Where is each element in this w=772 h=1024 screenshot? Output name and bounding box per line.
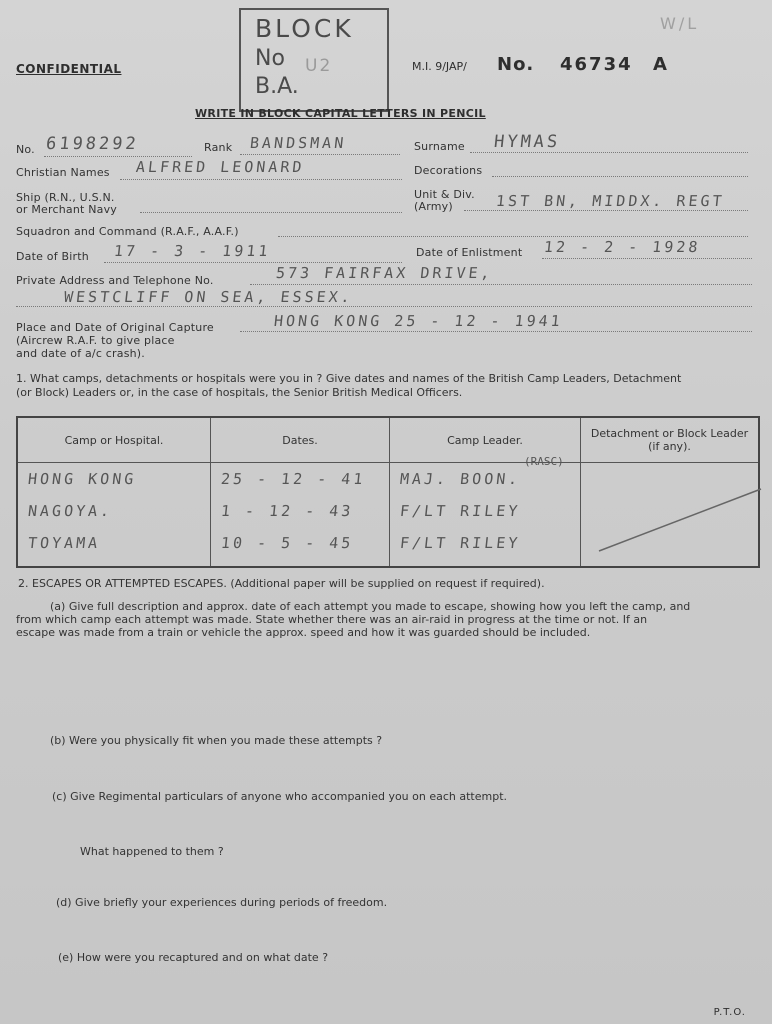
strike-line bbox=[581, 463, 772, 567]
squadron-label: Squadron and Command (R.A.F., A.A.F.) bbox=[16, 225, 239, 238]
header-camp: Camp or Hospital. bbox=[17, 417, 211, 463]
camps-table-body bbox=[17, 463, 759, 568]
question-2d: (d) Give briefly your experiences during periods of freedom. bbox=[56, 896, 388, 909]
table-cell-camp: NAGOYA. bbox=[27, 502, 114, 520]
service-number-value: 6198292 bbox=[44, 134, 140, 154]
christian-names-value: ALFRED LEONARD bbox=[135, 158, 306, 176]
detachment-column bbox=[581, 463, 760, 568]
table-cell-date: 1 - 12 - 43 bbox=[220, 502, 355, 520]
table-cell-date: 10 - 5 - 45 bbox=[220, 534, 355, 552]
camps-table-header-row bbox=[17, 417, 759, 463]
header-camp-leader: Camp Leader. bbox=[390, 417, 581, 463]
table-cell-leader: F/LT RILEY bbox=[399, 502, 522, 520]
date-of-birth-label: Date of Birth bbox=[16, 250, 89, 263]
unit-label-line1: Unit & Div. bbox=[414, 188, 475, 201]
header-dates: Dates. bbox=[211, 417, 390, 463]
question-2a-line1: (a) Give full description and approx. date of each attempt you made to escape, showing how you left the camp, and bbox=[50, 600, 691, 613]
decorations-label: Decorations bbox=[414, 164, 483, 177]
camp-column bbox=[17, 463, 211, 568]
question-2a-line3: escape was made from a train or vehicle the approx. speed and how it was guarded should be included. bbox=[16, 626, 591, 639]
enlistment-label: Date of Enlistment bbox=[416, 246, 523, 259]
form-number-suffix: A bbox=[653, 54, 667, 75]
question-2c-follow-up: What happened to them ? bbox=[80, 845, 224, 858]
table-cell-leader-note: (RASC) bbox=[524, 455, 564, 468]
form-number-label: No. bbox=[497, 54, 535, 75]
table-cell-camp: TOYAMA bbox=[27, 534, 102, 552]
stamp-line-3: B.A. bbox=[255, 74, 299, 99]
question-1-line2: (or Block) Leaders or, in the case of hospitals, the Senior British Medical Officers. bbox=[16, 386, 463, 399]
question-2e: (e) How were you recaptured and on what date ? bbox=[58, 951, 329, 964]
confidential-label: CONFIDENTIAL bbox=[16, 62, 122, 76]
ship-label-line2: or Merchant Navy bbox=[16, 203, 118, 216]
enlistment-value: 12 - 2 - 1928 bbox=[543, 238, 702, 256]
question-2-title: 2. ESCAPES OR ATTEMPTED ESCAPES. (Additional paper will be supplied on request if required). bbox=[18, 577, 545, 590]
capture-value: HONG KONG 25 - 12 - 1941 bbox=[273, 312, 564, 330]
ship-label-line1: Ship (R.N., U.S.N. bbox=[16, 191, 115, 204]
surname-label: Surname bbox=[414, 140, 465, 153]
question-2a-line2: from which camp each attempt was made. State whether there was an air-raid in progress at the time or not. If an bbox=[16, 613, 648, 626]
table-cell-leader: MAJ. BOON. bbox=[399, 470, 522, 488]
header-detachment-leader: Detachment or Block Leader (if any). bbox=[581, 417, 760, 463]
unit-label-line2: (Army) bbox=[414, 200, 453, 213]
address-label: Private Address and Telephone No. bbox=[16, 274, 214, 287]
stamp-scribble: U2 bbox=[305, 56, 333, 76]
table-cell-date: 25 - 12 - 41 bbox=[220, 470, 367, 488]
service-number-label: No. bbox=[16, 143, 35, 156]
block-stamp bbox=[239, 8, 389, 112]
address-line-1: 573 FAIRFAX DRIVE, bbox=[275, 264, 494, 282]
table-cell-camp: HONG KONG bbox=[27, 470, 138, 488]
table-cell-leader: F/LT RILEY bbox=[399, 534, 522, 552]
capture-label-line1: Place and Date of Original Capture bbox=[16, 321, 214, 334]
stamp-line-1: BLOCK bbox=[255, 14, 354, 43]
dates-column bbox=[211, 463, 390, 568]
corner-annotation: W/L bbox=[660, 14, 700, 33]
date-of-birth-value: 17 - 3 - 1911 bbox=[113, 242, 272, 260]
capture-label-line2: (Aircrew R.A.F. to give place bbox=[16, 334, 175, 347]
address-line-2: WESTCLIFF ON SEA, ESSEX. bbox=[63, 288, 354, 306]
form-number-value: 46734 bbox=[560, 54, 633, 75]
rank-value: BANDSMAN bbox=[249, 134, 348, 152]
reference-prefix: M.I. 9/JAP/ bbox=[412, 60, 467, 73]
capture-label-line3: and date of a/c crash). bbox=[16, 347, 145, 360]
question-1-line1: 1. What camps, detachments or hospitals were you in ? Give dates and names of the British Camp Leaders, Detachment bbox=[16, 372, 682, 385]
rank-label: Rank bbox=[204, 141, 233, 154]
camps-table bbox=[16, 416, 760, 568]
surname-value: HYMAS bbox=[492, 132, 562, 152]
instruction-heading: WRITE IN BLOCK CAPITAL LETTERS IN PENCIL bbox=[195, 107, 486, 120]
unit-value: 1ST BN, MIDDX. REGT bbox=[495, 192, 726, 210]
question-2c: (c) Give Regimental particulars of anyone who accompanied you on each attempt. bbox=[52, 790, 508, 803]
page-turn-note: P.T.O. bbox=[713, 1007, 746, 1018]
christian-names-label: Christian Names bbox=[16, 166, 110, 179]
stamp-line-2: No bbox=[255, 46, 285, 71]
question-2b: (b) Were you physically fit when you made these attempts ? bbox=[50, 734, 383, 747]
leader-column bbox=[390, 455, 581, 568]
